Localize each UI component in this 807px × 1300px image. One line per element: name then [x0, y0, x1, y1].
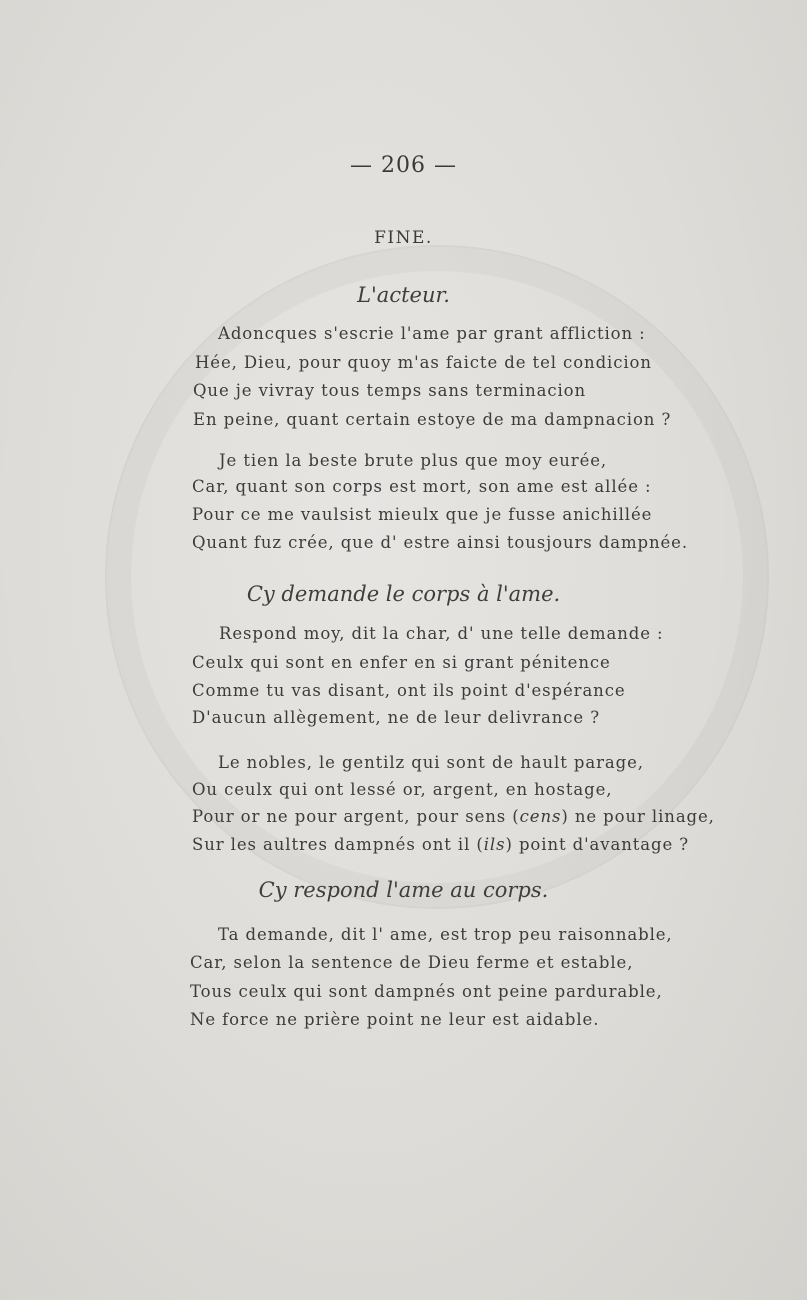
- verse-line: Adoncques s'escrie l'ame par grant affliction :: [218, 324, 646, 343]
- verse-line-with-gloss: [192, 835, 689, 854]
- verse-line: Ta demande, dit l' ame, est trop peu raisonnable,: [218, 925, 673, 944]
- verse-line: Car, quant son corps est mort, son ame est allée :: [192, 477, 652, 496]
- gloss-word: cens: [519, 807, 562, 826]
- verse-line-with-gloss: [192, 807, 715, 826]
- verse-line: Quant fuz crée, que d' estre ainsi tousjours dampnée.: [192, 533, 688, 552]
- verse-line: Pour ce me vaulsist mieulx que je fusse anichillée: [192, 505, 653, 524]
- verse-line: En peine, quant certain estoye de ma dampnacion ?: [193, 410, 672, 429]
- verse-text: ) ne pour linage,: [561, 807, 715, 826]
- section-heading: Cy respond l'ame au corps.: [258, 878, 549, 902]
- page-number: — 206 —: [350, 153, 457, 178]
- speaker-name: FINE.: [374, 228, 433, 248]
- verse-line: Hée, Dieu, pour quoy m'as faicte de tel condicion: [195, 353, 652, 372]
- verse-line: Tous ceulx qui sont dampnés ont peine pardurable,: [190, 982, 663, 1001]
- verse-line: Ou ceulx qui ont lessé or, argent, en hostage,: [192, 780, 613, 799]
- verse-line: Ne force ne prière point ne leur est aidable.: [190, 1010, 600, 1029]
- verse-line: Ceulx qui sont en enfer en si grant pénitence: [192, 653, 611, 672]
- verse-line: Car, selon la sentence de Dieu ferme et estable,: [190, 953, 634, 972]
- verse-text: ) point d'avantage ?: [505, 835, 690, 854]
- verse-line: Comme tu vas disant, ont ils point d'espérance: [192, 681, 626, 700]
- gloss-word: ils: [483, 835, 506, 854]
- verse-line: D'aucun allègement, ne de leur delivrance ?: [192, 708, 600, 727]
- verse-line: Que je vivray tous temps sans terminacion: [193, 381, 587, 400]
- verse-line: Respond moy, dit la char, d' une telle demande :: [219, 624, 664, 643]
- verse-line: Je tien la beste brute plus que moy eurée,: [219, 451, 608, 470]
- verse-line: Le nobles, le gentilz qui sont de hault parage,: [218, 753, 644, 772]
- verse-text: Sur les aultres dampnés ont il (: [192, 835, 484, 854]
- verse-text: Pour or ne pour argent, pour sens (: [192, 807, 520, 826]
- section-heading: Cy demande le corps à l'ame.: [246, 582, 561, 606]
- section-heading: L'acteur.: [357, 283, 450, 307]
